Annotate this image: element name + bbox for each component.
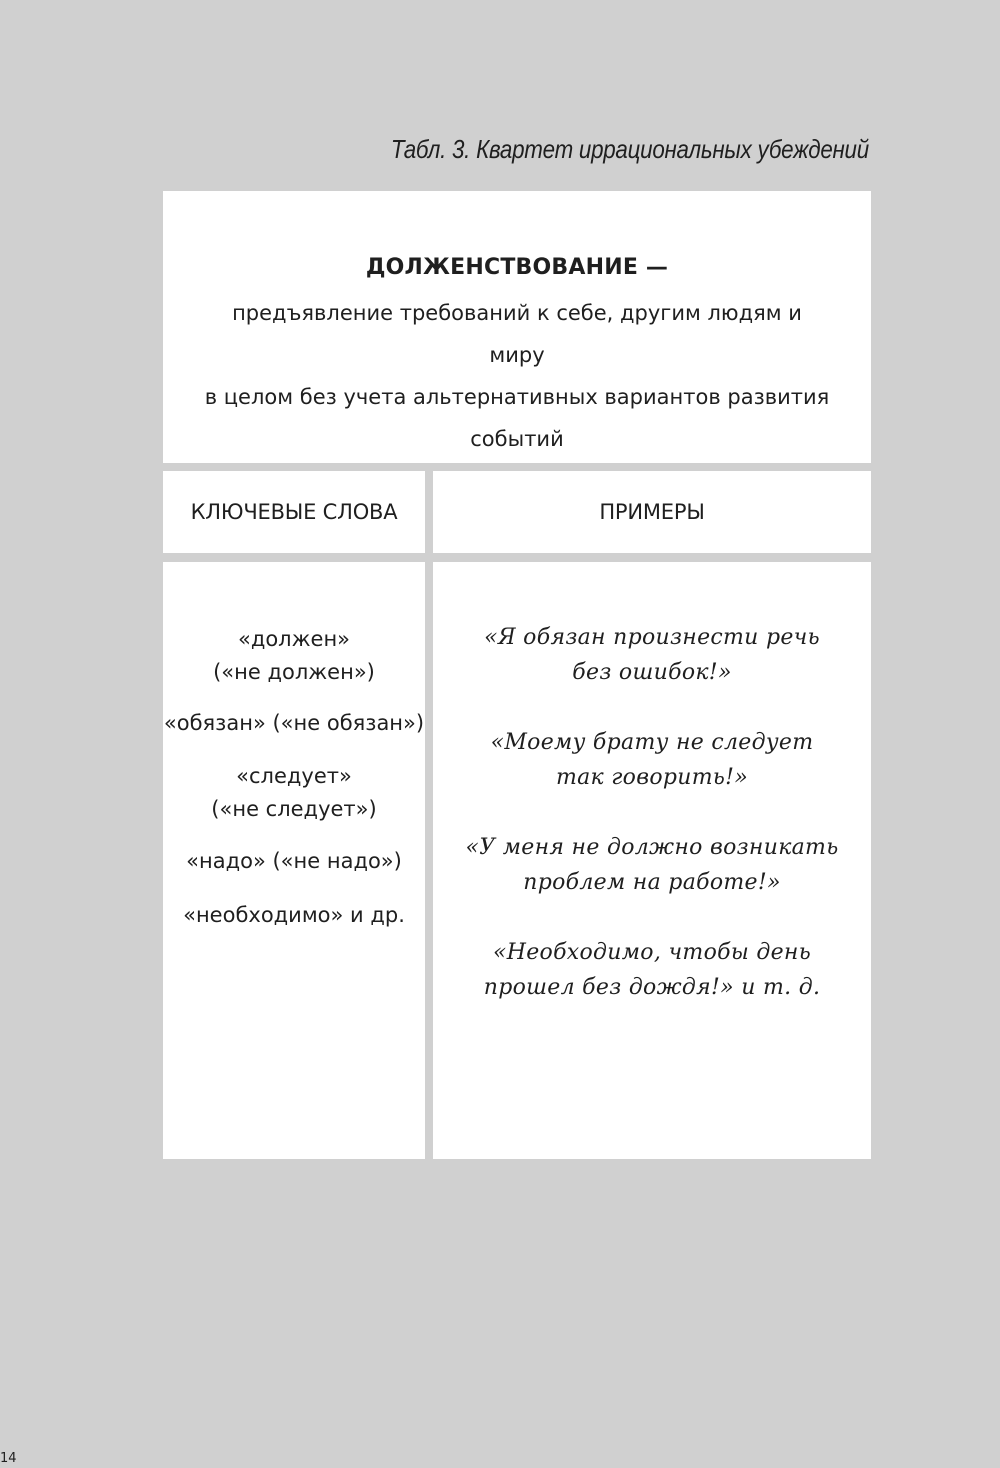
example-item: [433, 830, 871, 900]
keyword-item: [163, 845, 425, 878]
example-line: без ошибок!»: [572, 660, 732, 685]
example-line: «Моему брату не следует: [490, 730, 814, 755]
keyword-item: [163, 760, 425, 826]
keyword-line: «должен»: [237, 627, 351, 651]
definition-line: событий: [470, 427, 564, 451]
example-item: [433, 620, 871, 690]
definition-term: ДОЛЖЕНСТВОВАНИЕ —: [365, 255, 669, 280]
example-line: прошел без дождя!» и т. д.: [483, 975, 821, 1000]
example-item: [433, 725, 871, 795]
examples-header: ПРИМЕРЫ: [433, 471, 871, 553]
table-caption: Табл. 3. Квартет иррациональных убеждений: [390, 134, 869, 164]
definition-line: предъявление требований к себе, другим людям и миру: [232, 301, 802, 367]
example-line: «Я обязан произнести речь: [484, 625, 820, 650]
example-item: [433, 935, 871, 1005]
definition-text: [203, 292, 831, 460]
examples-column: [433, 562, 871, 1159]
keyword-item: [163, 623, 425, 689]
page-number: 14: [0, 1451, 17, 1466]
keywords-column: [163, 562, 425, 1159]
example-line: так говорить!»: [555, 765, 749, 790]
example-line: «У меня не должно возникать: [465, 835, 839, 860]
keyword-line: «необходимо» и др.: [183, 903, 405, 927]
keyword-line: («не следует»): [211, 797, 377, 821]
keyword-line: «следует»: [236, 764, 352, 788]
keyword-line: («не должен»): [213, 660, 375, 684]
definition-line: в целом без учета альтернативных вариантов развития: [204, 385, 830, 409]
definition-box: [163, 191, 871, 463]
keyword-line: «надо» («не надо»): [186, 849, 402, 873]
keyword-item: [163, 707, 425, 740]
keyword-line: «обязан» («не обязан»): [163, 711, 425, 735]
keywords-header: КЛЮЧЕВЫЕ СЛОВА: [163, 471, 425, 553]
example-line: «Необходимо, чтобы день: [492, 940, 812, 965]
keyword-item: [163, 899, 425, 932]
example-line: проблем на работе!»: [523, 870, 781, 895]
